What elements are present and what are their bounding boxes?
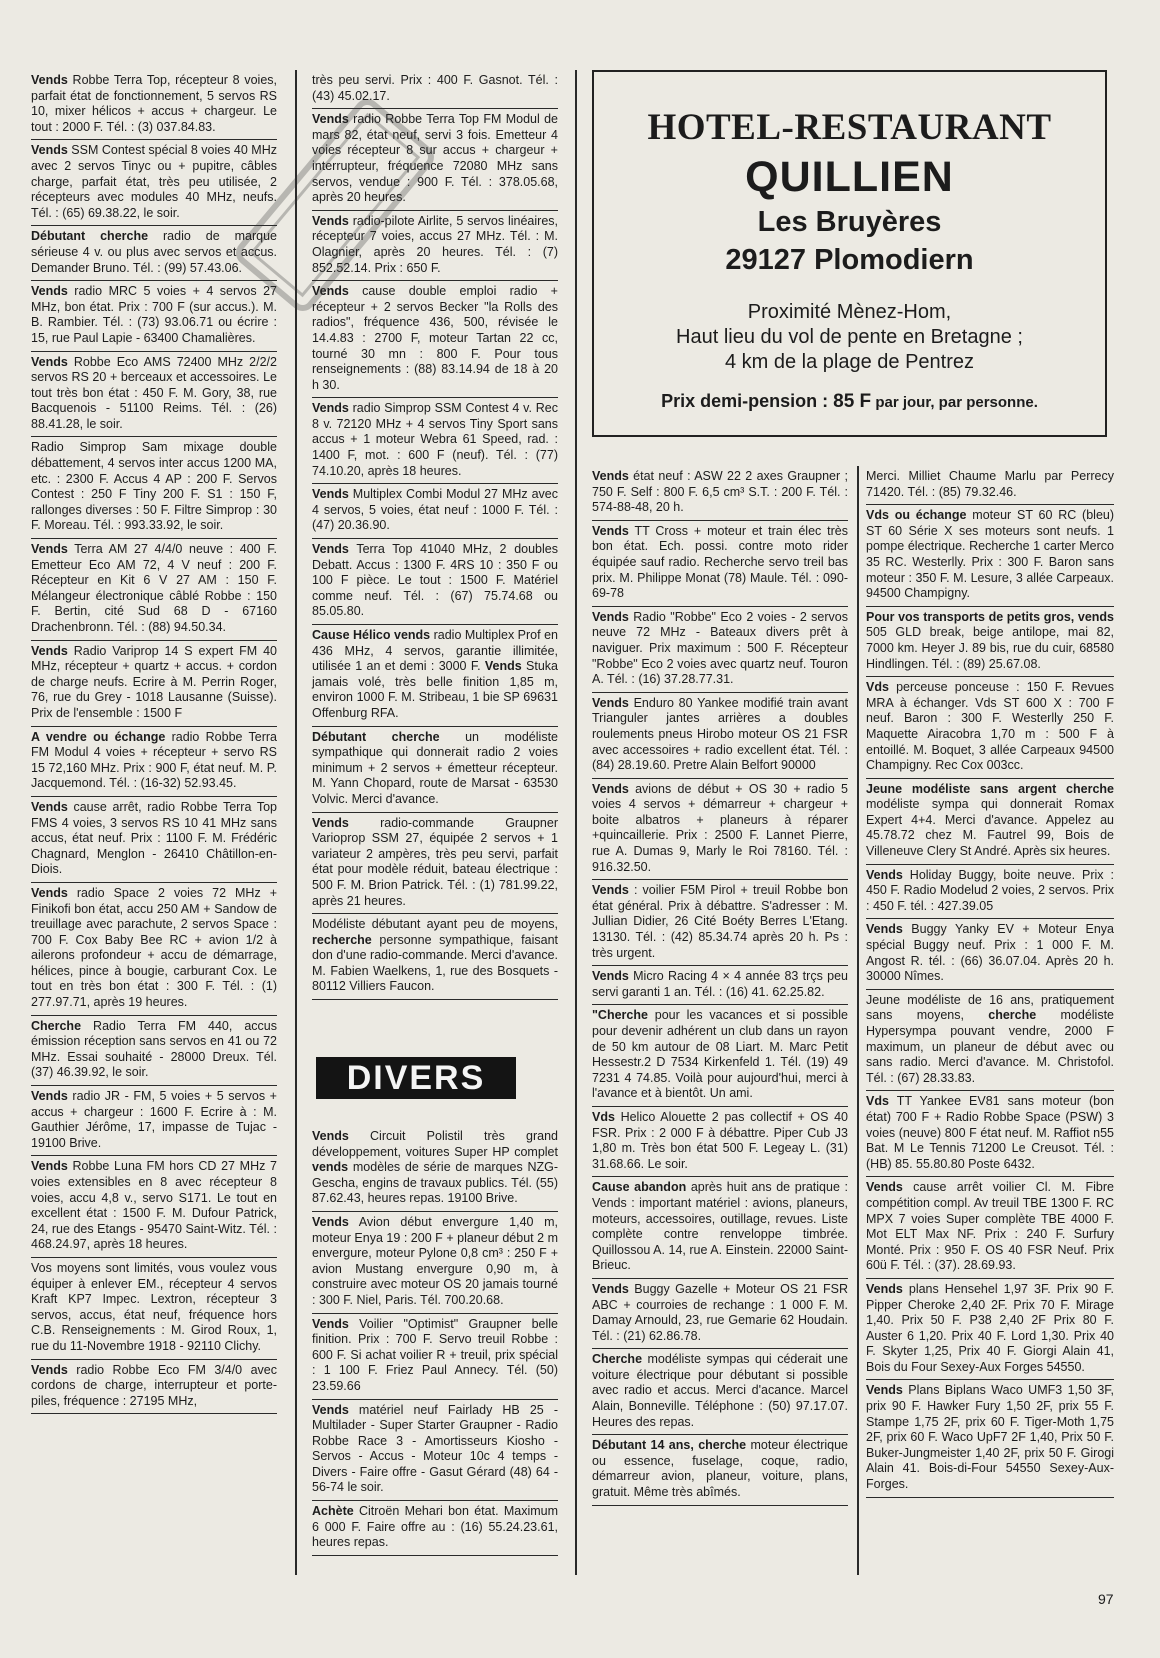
classified-ad: Vends radio Robbe Eco FM 3/4/0 avec cordons de charge, interrupteur et porte-piles, fréquence : 27195 MHz, (31, 1360, 277, 1415)
classified-ad: Vends cause arrêt voilier Cl. M. Fibre compétition compl. Av treuil TBE 1300 F. RC MPX 7 voies Super complète TBE 4000 F. Mot ELT Max NF. Prix : 240 F. Surfury Monté. Prix : 950 F. OS 40 FSR Neuf. Prix 60ü F. Tél. : (37). 28.69.93. (866, 1177, 1114, 1279)
classified-ad: Vends radio-pilote Airlite, 5 servos linéaires, récepteur 7 voies, accus 27 MHz. Tél. : M. Olagnier, après 20 heures. Tél. : (7) 852.52.14. Prix : 650 F. (312, 211, 558, 281)
classified-ad: Débutant cherche un modéliste sympathique qui donnerait radio 2 voies minimum + 2 servos + émetteur récepteur. M. Yann Chopard, route de Marsat - 63530 Volvic. Merci d'avance. (312, 727, 558, 813)
classified-ad: Cause Hélico vends radio Multiplex Prof en 436 MHz, 4 servos, garantie illimitée, utilisée 1 an et demi : 3000 F. Vends Stuka jamais volé, très belle finition 1,85 m, environ 1000 F. M. Stribeau, 1 bie SP 69631 Offenburg RFA. (312, 625, 558, 727)
hotel-desc-line-1: Proximité Mènez-Hom, (747, 301, 952, 323)
classified-ad: Vends Multiplex Combi Modul 27 MHz avec 4 servos, 5 voies, état neuf : 1000 F. Tél. : (47) 20.36.90. (312, 484, 558, 539)
classified-ad: Vends Circuit Polistil très grand développement, voitures Super HP complet vends modèles de série de marques NZG-Gescha, engins de travaux publics. Tél. (55) 87.62.43, heures repas. 19100 Brive. (312, 1126, 558, 1212)
hotel-desc-line-3: 4 km de la plage de Pentrez (724, 351, 975, 373)
classified-ad: Vends Radio "Robbe" Eco 2 voies - 2 servos neuve 72 MHz - Bateaux divers prêt à naviguer. Prix maximum : 500 F. Récepteur "Robbe" Eco 2 voies avec quartz neuf. Touron A. Tél. : (16) 37.28.77.31. (592, 607, 848, 693)
classified-ad: Vends radio MRC 5 voies + 4 servos 27 MHz, bon état. Prix : 700 F (sur accus.). M. B. Rambier. Tél. : (73) 93.06.71 ou écrire : 15, rue Paul Lapie - 63400 Chamalières. (31, 281, 277, 351)
price-unit: par jour, par personne. (871, 394, 1038, 411)
classified-ad: Cherche Radio Terra FM 440, accus émission réception sans servos en 41 ou 72 MHz. Essai souhaité - 28000 Dreux. Tél. (37) 46.39.92, le soir. (31, 1016, 277, 1086)
classified-ad: Vends Voilier "Optimist" Graupner belle finition. Prix : 700 F. Servo treuil Robbe : 600 F. Si achat voilier R + treuil, prix spécial : 1 100 F. Friez Paul Annecy. Tél. (50) 23.59.66 (312, 1314, 558, 1400)
hotel-heading: HOTEL-RESTAURANT (647, 107, 1052, 148)
classified-ad: Débutant cherche radio de marque sérieuse 4 v. ou plus avec servos et accus. Demander Bruno. Tél. : (99) 57.43.06. (31, 226, 277, 281)
classified-ad: très peu servi. Prix : 400 F. Gasnot. Tél. : (43) 45.02.17. (312, 70, 558, 109)
classified-ad: Vends Avion début envergure 1,40 m, moteur Enya 19 : 200 F + planeur début 2 m envergure, moteur Pylone 0,8 cm³ : 250 F + avion Mustang envergure 0,90 m, à construire avec moteur OS 20 jamais tourné : 300 F. Niel, Paris. Tél. 700.20.68. (312, 1212, 558, 1314)
classified-ad: Vends Robbe Luna FM hors CD 27 MHz 7 voies extensibles en 8 avec récepteur 8 voies, accu 4,8 v., servo S171. Le tout en excellent état : 1500 F. M. Dufour Patrick, 24, rue des Etangs - 95470 Saint-Witz. Tél. : 468.24.97, après 18 heures. (31, 1156, 277, 1258)
classifieds-column-2 (312, 70, 558, 1000)
classified-ad: Cherche modéliste sympas qui céderait une voiture électrique pour débutant si possible avec radio et accus. Merci d'acance. Marcel Alain, Bonneville. Téléphone : (50) 97.17.07. Heures des repas. (592, 1349, 848, 1435)
classified-ad: Vos moyens sont limités, vous voulez vous équiper à enlever EM., récepteur 4 servos Kraft KP7 Impec. Lextron, récepteur 3 servos, accus, état neuf, fréquence hors C.B. Renseignements : M. Girod Roux, 1, rue du 11-Novembre 1918 - 92110 Clichy. (31, 1258, 277, 1360)
classified-ad: Vends Buggy Yanky EV + Moteur Enya spécial Buggy neuf. Prix : 1 000 F. M. Angost R. tél. : (66) 36.07.04. Après 20 h. 30000 Nîmes. (866, 919, 1114, 989)
hotel-price (594, 391, 1105, 413)
classified-ad: Vds ou échange moteur ST 60 RC (bleu) ST 60 Série X ses moteurs sont neufs. 1 pompe électrique. Recherche 1 carter Merco 35 RC. Westerlly. Prix : 300 F. Baron sans moteur : 350 F. M. Lesure, 3 allée Carpeaux. 94500 Champigny. (866, 505, 1114, 607)
column-separator (575, 70, 577, 1575)
classified-ad: Jeune modéliste de 16 ans, pratiquement sans moyens, cherche modéliste Hypersympa pouvant vendre, 2000 F maximum, un planeur de début avec ou sans radio. Merci d'avance. M. Christofol. Tél. : (67) 28.33.83. (866, 990, 1114, 1092)
classified-ad: Vends Buggy Gazelle + Moteur OS 21 FSR ABC + courroies de rechange : 1 000 F. M. Damay Arnould, 23, rue Gemarie 62 Houdain. Tél. : (21) 62.86.78. (592, 1279, 848, 1349)
classified-ad: Vends matériel neuf Fairlady HB 25 - Multilader - Super Starter Graupner - Radio Robbe Race 3 - Amortisseurs Kiosho - Servos - Accus - Moteur 10c 4 temps - Divers - Faire offre - Gasut Gérard (48) 64 - 56-74 le soir. (312, 1400, 558, 1502)
classified-ad: Vends radio Simprop SSM Contest 4 v. Rec 8 v. 72120 MHz + 4 servos Tiny Sport sans accus + 1 moteur Webra 61 Speed, rad. : 1400 F, mot. : 600 F (neuf). Tél. : (77) 74.10.20, après 18 heures. (312, 398, 558, 484)
classified-ad: Vends radio Robbe Terra Top FM Modul de mars 82, état neuf, servi 3 fois. Emetteur 4 voies récepteur 8 sur accus + chargeur + interrupteur, fréquence 72080 MHz sans servos, vendue : 900 F. Tél. : 378.05.68, après 20 heures. (312, 109, 558, 211)
classified-ad: Jeune modéliste sans argent cherche modéliste sympa qui donnerait Romax Expert 4+4. Merci d'avance. Appelez au 45.78.72 chez M. Fautrel 99, Bois de Villeneuve Clery St André. Après six heures. (866, 779, 1114, 865)
classified-ad: "Cherche pour les vacances et si possible pour devenir adhérent un club dans un rayon de 50 km autour de 08 Liart. M. Marc Petit Hessestr.2 D 7534 Kirkenfeld 1. Tél. (19) 49 7231 4 74.85. Voilà pour aujourd'hui, merci à l'avance et à bientôt. Un ami. (592, 1005, 848, 1107)
classified-ad: Vends Plans Biplans Waco UMF3 1,50 3F, prix 90 F. Hawker Fury 1,50 2F, prix 55 F. Stampe 1,75 2F, prix 60 F. Tiger-Moth 1,75 2F, prix 60 F. Waco UpF7 2F 1,40, Prix 50 F. Buker-Jungmeister 1,40 2F, prix 50 F. Girogi Alain 41. Bois-di-Four 54550 Sexey-Aux-Forges. (866, 1380, 1114, 1497)
price-value: 85 F (833, 391, 872, 412)
classified-ad: Vends Enduro 80 Yankee modifié train avant Trianguler jantes arrières a doubles roulements pneus Hirobo moteur OS 21 FSR avec accessoires + radio excellent état. Tél. : (84) 28.19.60. Pretre Alain Belfort 90000 (592, 693, 848, 779)
classified-ad: Pour vos transports de petits gros, vends 505 GLD break, beige antilope, mai 82, 7000 km. Heyer J. 89 bis, rue du cuir, 68580 Hindlingen. Tél. : (89) 25.67.08. (866, 607, 1114, 677)
classified-ad: Vends SSM Contest spécial 8 voies 40 MHz avec 2 servos Tinyc ou + pupitre, câbles charge, parfait état, très peu utilisée, 2 récepteurs avec modules 40 MHz, neufs. Tél. : (65) 69.38.22, le soir. (31, 140, 277, 226)
classified-ad: Vends Micro Racing 4 × 4 année 83 trçs peu servi garanti 1 an. Tél. : (16) 41. 62.25.82. (592, 966, 848, 1005)
classified-ad: Vends radio-commande Graupner Varioprop SSM 27, équipée 2 servos + 1 variateur 2 ampères, très peu servi, parfait état pour modèle réduit, bateau électrique : 500 F. M. Brion Patrick. Tél. : (1) 781.99.22, après 21 heures. (312, 813, 558, 915)
page-number: 97 (1098, 1591, 1114, 1607)
classified-ad: Vends Terra AM 27 4/4/0 neuve : 400 F. Emetteur Eco AM 72, 4 V neuf : 200 F. Récepteur en Kit 6 V 27 AM : 150 F. Mélangeur électronique câblé Robbe : 150 F. Bertin, cité Sud 68 D - 67160 Drachenbronn. Tél. : (88) 94.50.34. (31, 539, 277, 641)
classified-ad: Vends : voilier F5M Pirol + treuil Robbe bon état général. Prix à débattre. S'adresser : M. Jullian Didier, 26 Cité Boéty Berres L'Etang. 13130. Tél. : (42) 85.34.74 après 20 h. Ps : très urgent. (592, 880, 848, 966)
price-label: Prix demi-pension : (661, 391, 834, 411)
classified-ad: Vends TT Cross + moteur et train élec très bon état. Ech. possi. contre moto rider équipée sauf radio. Recherche servo treil bas prix. M. Philippe Monat (78) Maule. Tél. : 090-69-78 (592, 521, 848, 607)
classified-ad: Vends Robbe Eco AMS 72400 MHz 2/2/2 servos RS 20 + berceaux et accessoires. Le tout très bon état : 450 F. M. Gory, 38, rue Bacquenois - 51100 Reims. Tél. : (26) 88.41.28, le soir. (31, 352, 277, 438)
column-separator (857, 466, 859, 1575)
classified-ad: Vends Radio Variprop 14 S expert FM 40 MHz, récepteur + quartz + accus. + cordon de charge neufs. Ecrire à M. Perrin Roger, 76, rue du Grey - 1018 Lausanne (Suisse). Prix de l'ensemble : 1500 F (31, 641, 277, 727)
classified-ad: Vends radio Space 2 voies 72 MHz + Finikofi bon état, accu 250 AM + Sandow de treuillage avec parachute, 2 servos Space : 700 F. Cox Baby Bee RC + avion 1/2 à ailerons profondeur + accu de démarrage, hélices, pince à bougie, carburant Cox. Le tout en très bon état : 300 F. Tél. : (1) 277.97.71, après 19 heures. (31, 883, 277, 1016)
classified-ad: Vends état neuf : ASW 22 2 axes Graupner ; 750 F. Self : 800 F. 6,5 cm³ S.T. : 200 F. Tél. : 574-88-48, 20 h. (592, 466, 848, 521)
hotel-advertisement (592, 70, 1107, 437)
hotel-name: QUILLIEN (745, 153, 954, 201)
classified-ad: A vendre ou échange radio Robbe Terra FM Modul 4 voies + récepteur + servo RS 15 72,160 MHz. Prix : 900 F, état neuf. M. P. Jacquemond. Tél. : (16-32) 52.93.45. (31, 727, 277, 797)
hotel-place: Les Bruyères (757, 206, 942, 238)
classifieds-column-3 (592, 466, 848, 1506)
classifieds-column-1 (31, 70, 277, 1414)
classified-ad: Merci. Milliet Chaume Marlu par Perrecy 71420. Tél. : (85) 79.32.46. (866, 466, 1114, 505)
hotel-description (594, 300, 1105, 375)
classified-ad: Cause abandon après huit ans de pratique : Vends : important matériel : avions, planeurs, moteurs, accessoires, outillage, revues. Liste complète contre renveloppe timbrée. Quillossou A. 14, rue A. Einstein. 22000 Saint-Brieuc. (592, 1177, 848, 1279)
classified-ad: Débutant 14 ans, cherche moteur électrique ou essence, fuselage, coque, radio, démarreur avion, planeur, voiture, plans, gratuit. Même très abîmés. (592, 1435, 848, 1505)
hotel-postcode: 29127 Plomodiern (725, 244, 974, 276)
classified-ad: Vends Robbe Terra Top, récepteur 8 voies, parfait état de fonctionnement, 5 servos RS 10, mixer hélicos + accus + chargeur. Le tout : 2000 F. Tél. : (3) 037.84.83. (31, 70, 277, 140)
divers-heading: DIVERS (316, 1057, 516, 1099)
classified-ad: Vends cause arrêt, radio Robbe Terra Top FMS 4 voies, 3 servos RS 10 41 MHz sans accus, état neuf. Prix : 1100 F. M. Frédéric Chagnard, Menglon - 26410 Châtillon-en-Diois. (31, 797, 277, 883)
divers-ads-column (312, 1126, 558, 1556)
classified-ad: Vends plans Hensehel 1,97 3F. Prix 90 F. Pipper Cheroke 2,40 2F. Prix 70 F. Mirage 1,40. Prix 50 F. P38 2,40 2F Prix 80 F. Auster 6 1,20. Prix 40 F. Lord 1,30. Prix 40 F. Skyter 1,25, Prix 40 F. Giorgi Alain 41, Bois du Four Sexey-Aux Forges 54550. (866, 1279, 1114, 1381)
hotel-desc-line-2: Haut lieu du vol de pente en Bretagne ; (676, 326, 1023, 348)
classified-ad: Radio Simprop Sam mixage double débattement, 4 servos inter accus 1200 MA, etc. : 2300 F. Accus 4 AP : 200 F. Servos Contest : 250 F Tiny 200 F. S1 : 150 F, rallonges diverses : 50 F. Filtre Simprop : 30 F. Moreau. Tél. : 993.33.92, le soir. (31, 437, 277, 539)
classifieds-column-4 (866, 466, 1114, 1498)
classified-ad: Vds TT Yankee EV81 sans moteur (bon état) 700 F + Radio Robbe Space (PSW) 3 voies (neuve) 800 F état neuf. M. Raffiot n55 Bat. M Le Tennis 71200 Le Creusot. Tél. : (HB) 85. 55.80.80 Poste 6432. (866, 1091, 1114, 1177)
classified-ad: Vends radio JR - FM, 5 voies + 5 servos + accus + chargeur : 1600 F. Ecrire à : M. Gauthier Jérôme, 17, impasse de Tujac - 19100 Brive. (31, 1086, 277, 1156)
classified-ad: Vends Terra Top 41040 MHz, 2 doubles Debatt. Accus : 1300 F. 4RS 10 : 350 F ou 100 F pièce. Le tout : 1500 F. Matériel comme neuf. Tél. : (67) 75.74.68 ou 85.05.80. (312, 539, 558, 625)
classified-ad: Vds perceuse ponceuse : 150 F. Revues MRA à échanger. Vds ST 600 X : 700 F neuf. Baron : 300 F. Westerlly 250 F. Maquette Airacobra 1,70 m : 500 F à entoillé. M. Boquet, 3 allée Carpeaux 94500 Champigny. Rec Cox 003cc. (866, 677, 1114, 779)
column-2-top-ads (312, 70, 558, 1000)
classified-ad: Vends avions de début + OS 30 + radio 5 voies 4 servos + démarreur + chargeur + boite albatros + planeurs à réparer +quincaillerie. Prix : 2500 F. Lannet Pierre, rue A. Dumas 9, Marly le Roi 78160. Tél. : 916.32.50. (592, 779, 848, 881)
classified-ad: Achète Citroën Mehari bon état. Maximum 6 000 F. Faire offre au : (16) 55.24.23.61, heures repas. (312, 1501, 558, 1556)
column-separator (295, 70, 297, 1575)
classified-ad: Vends cause double emploi radio + récepteur + 2 servos Becker "la Rolls des radios", fréquence 436, 500, révisée le 14.4.83 : 2700 F, moteur Tartan 22 cc, tourné 30 mn : 800 F. Pour tous renseignements : (88) 83.14.94 de 18 à 20 h 30. (312, 281, 558, 398)
classified-ad: Vends Holiday Buggy, boite neuve. Prix : 450 F. Radio Modelud 2 voies, 2 servos. Prix : 450 F. tél. : 427.39.05 (866, 865, 1114, 920)
classified-ad: Vds Helico Alouette 2 pas collectif + OS 40 FSR. Prix : 2 000 F à débattre. Piper Cub J3 1,80 m. Très bon état 500 F. Legeay L. (31) 31.68.66. Le soir. (592, 1107, 848, 1177)
classified-ad: Modéliste débutant ayant peu de moyens, recherche personne sympathique, faisant don d'une radio-commande. Merci d'avance. M. Fabien Waelkens, 1, rue des Bosquets - 80112 Villiers Faucon. (312, 914, 558, 1000)
